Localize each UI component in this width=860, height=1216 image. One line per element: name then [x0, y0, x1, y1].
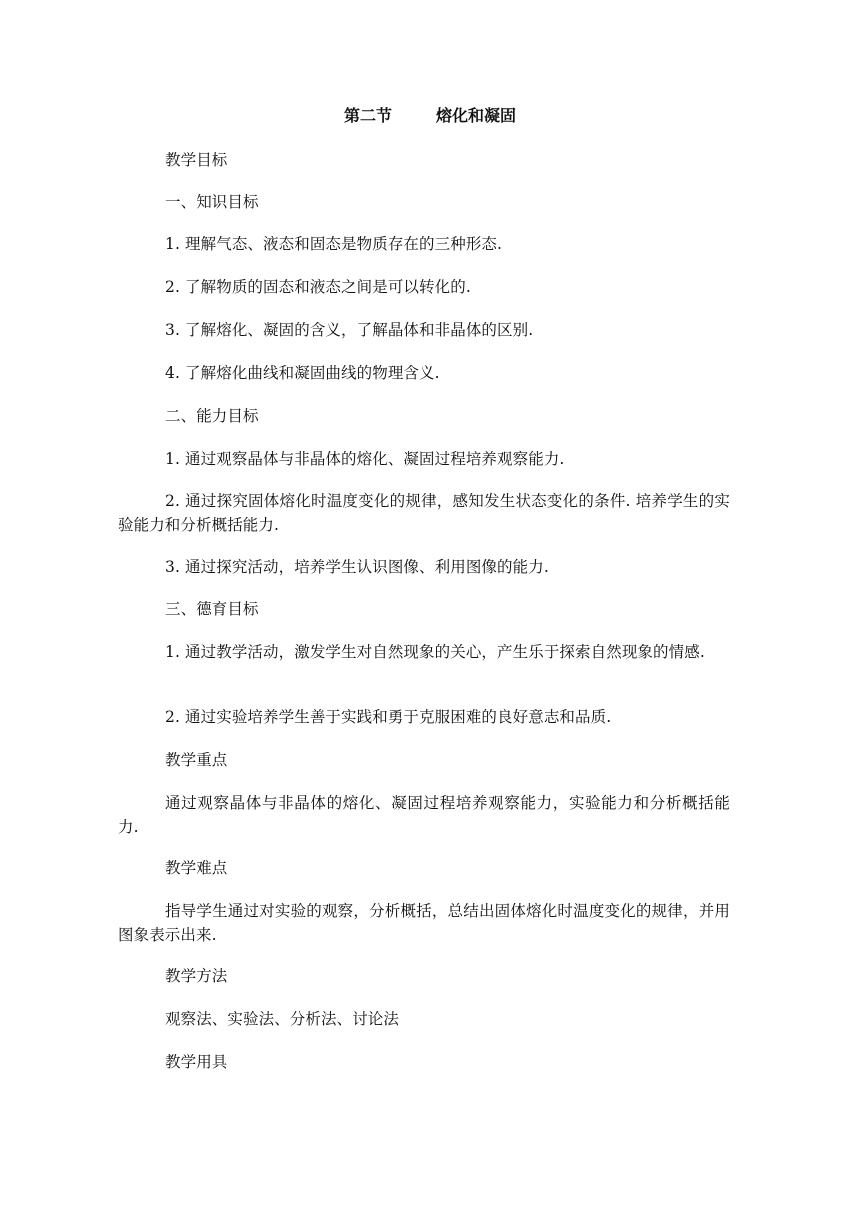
- heading-teaching-objectives: 教学目标: [165, 151, 228, 169]
- knowledge-item-1: 1. 理解气态、液态和固态是物质存在的三种形态.: [165, 235, 503, 253]
- knowledge-item-2: 2. 了解物质的固态和液态之间是可以转化的.: [165, 278, 471, 296]
- heading-teaching-tools: 教学用具: [165, 1053, 228, 1071]
- heading-knowledge-objectives: 一、知识目标: [165, 193, 259, 211]
- moral-item-2: 2. 通过实验培养学生善于实践和勇于克服困难的良好意志和品质.: [165, 708, 612, 726]
- heading-key-points: 教学重点: [165, 751, 228, 769]
- heading-difficulties: 教学难点: [165, 859, 228, 877]
- title-section-number: 第二节: [343, 106, 392, 125]
- ability-item-2: 2. 通过探究固体熔化时温度变化的规律，感知发生状态变化的条件. 培养学生的实验能力和分析概括能力.: [118, 492, 730, 534]
- moral-item-1: 1. 通过教学活动，激发学生对自然现象的关心，产生乐于探索自然现象的情感.: [165, 643, 705, 661]
- key-points-text: 通过观察晶体与非晶体的熔化、凝固过程培养观察能力，实验能力和分析概括能力.: [118, 794, 730, 836]
- knowledge-item-3: 3. 了解熔化、凝固的含义，了解晶体和非晶体的区别.: [165, 321, 534, 339]
- knowledge-item-4: 4. 了解熔化曲线和凝固曲线的物理含义.: [165, 364, 440, 382]
- heading-ability-objectives: 二、能力目标: [165, 407, 259, 425]
- ability-item-3: 3. 通过探究活动，培养学生认识图像、利用图像的能力.: [165, 558, 549, 576]
- page-title: [0, 104, 860, 128]
- title-section-name: 熔化和凝固: [436, 106, 517, 125]
- teaching-methods-text: 观察法、实验法、分析法、讨论法: [165, 1010, 400, 1028]
- heading-teaching-methods: 教学方法: [165, 967, 228, 985]
- difficulties-text: 指导学生通过对实验的观察，分析概括，总结出固体熔化时温度变化的规律，并用图象表示出来.: [118, 902, 730, 944]
- ability-item-1: 1. 通过观察晶体与非晶体的熔化、凝固过程培养观察能力.: [165, 450, 565, 468]
- heading-moral-objectives: 三、德育目标: [165, 600, 259, 618]
